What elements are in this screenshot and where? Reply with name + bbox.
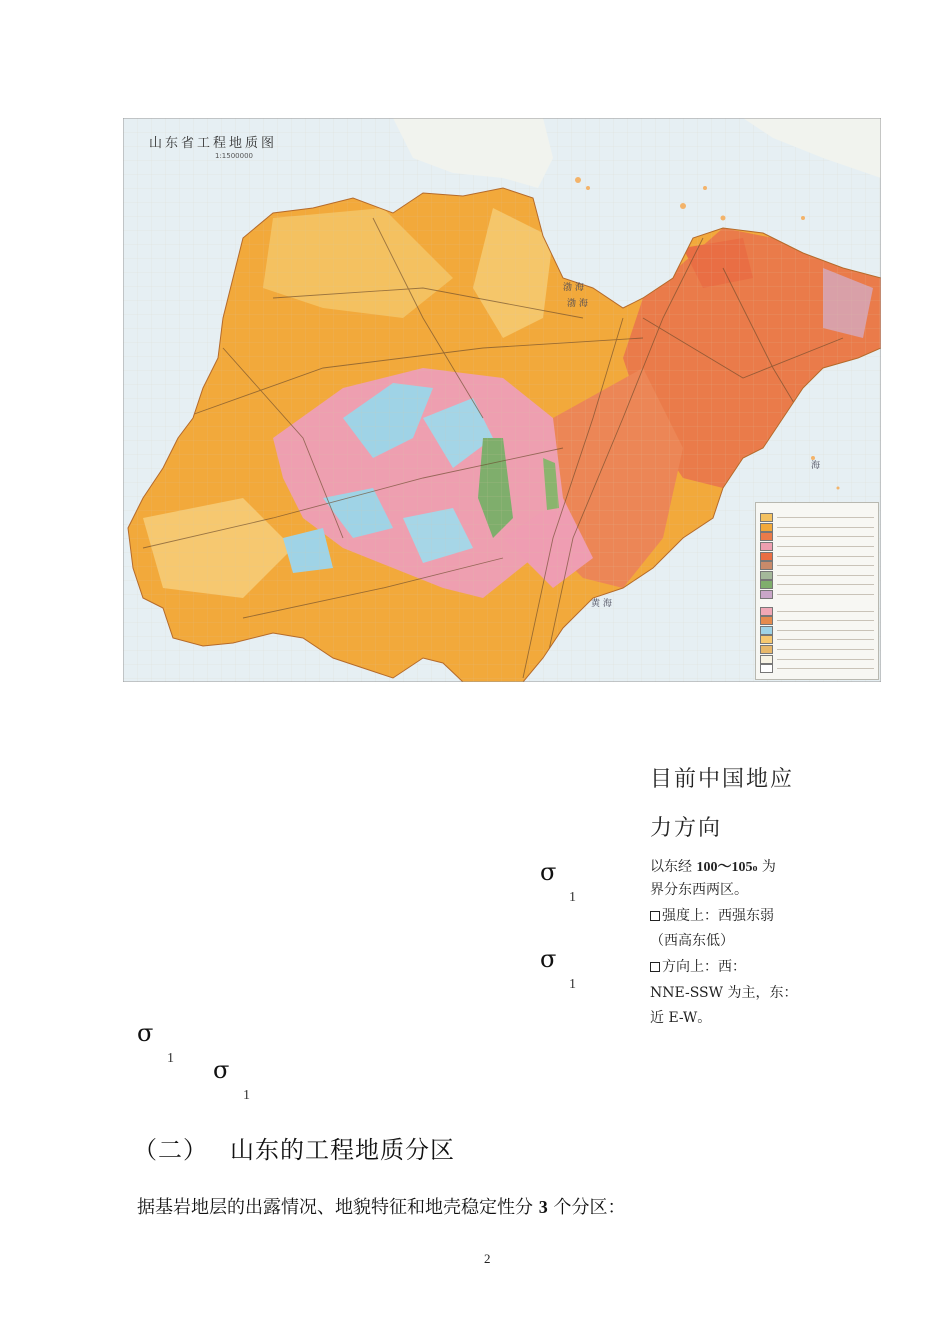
stress-note-line3: 强度上：西强东弱 (650, 906, 774, 926)
checkbox-icon (650, 911, 660, 921)
legend-row (760, 664, 874, 674)
map-scale: 1:1500000 (215, 152, 253, 160)
sea-label-bohai-upper: 渤 海 (563, 283, 584, 293)
sea-label-yellow-sea: 海 (811, 461, 821, 471)
sigma-subscript: 1 (167, 1051, 174, 1066)
geological-map-figure (123, 118, 881, 682)
legend-row (760, 645, 874, 655)
sea-label-bohai-lower: 渤 海 (567, 299, 588, 309)
page-number: 2 (484, 1251, 491, 1266)
section-title: 山东的工程地质分区 (230, 1136, 455, 1164)
legend-row (760, 532, 874, 542)
legend-header (760, 599, 874, 606)
legend-header (760, 506, 874, 513)
stress-title-line1: 目前中国地应 (650, 767, 795, 792)
legend-row (760, 513, 874, 523)
legend-row (760, 606, 874, 616)
sigma-symbol: σ (540, 858, 557, 886)
section-body: 据基岩地层的出露情况、地貌特征和地壳稳定性分 3 个分区： (137, 1197, 626, 1218)
stress-note-line4: （西高东低） (650, 933, 734, 949)
stress-note-line7: 近 E-W。 (650, 1010, 712, 1026)
section-heading (133, 1130, 455, 1165)
sigma-symbol: σ (540, 945, 557, 973)
sigma-subscript: 1 (569, 977, 576, 992)
stress-note-line5: 方向上：西： (650, 957, 746, 977)
legend-row (760, 580, 874, 590)
legend-row (760, 635, 874, 645)
legend-row (760, 551, 874, 561)
legend-row (760, 542, 874, 552)
map-legend (755, 502, 879, 680)
stress-note-line1: 以东经 100～105o 为 (650, 859, 776, 875)
legend-row (760, 654, 874, 664)
legend-row (760, 571, 874, 581)
map-title: 山东省工程地质图 (149, 136, 278, 151)
legend-row (760, 616, 874, 626)
sea-label-south: 黄 海 (591, 599, 612, 609)
sigma-symbol: σ (137, 1019, 154, 1047)
stress-note-line6: NNE-SSW 为主，东： (650, 985, 798, 1001)
sigma-symbol: σ (213, 1056, 230, 1084)
legend-row (760, 523, 874, 533)
stress-title-line2: 力方向 (650, 816, 723, 841)
legend-row (760, 590, 874, 600)
legend-row (760, 561, 874, 571)
checkbox-icon (650, 962, 660, 972)
section-number: （二） (133, 1136, 208, 1164)
sigma-subscript: 1 (569, 890, 576, 905)
stress-note-line2: 界分东西两区。 (650, 882, 748, 898)
legend-row (760, 626, 874, 636)
sigma-subscript: 1 (243, 1088, 250, 1103)
